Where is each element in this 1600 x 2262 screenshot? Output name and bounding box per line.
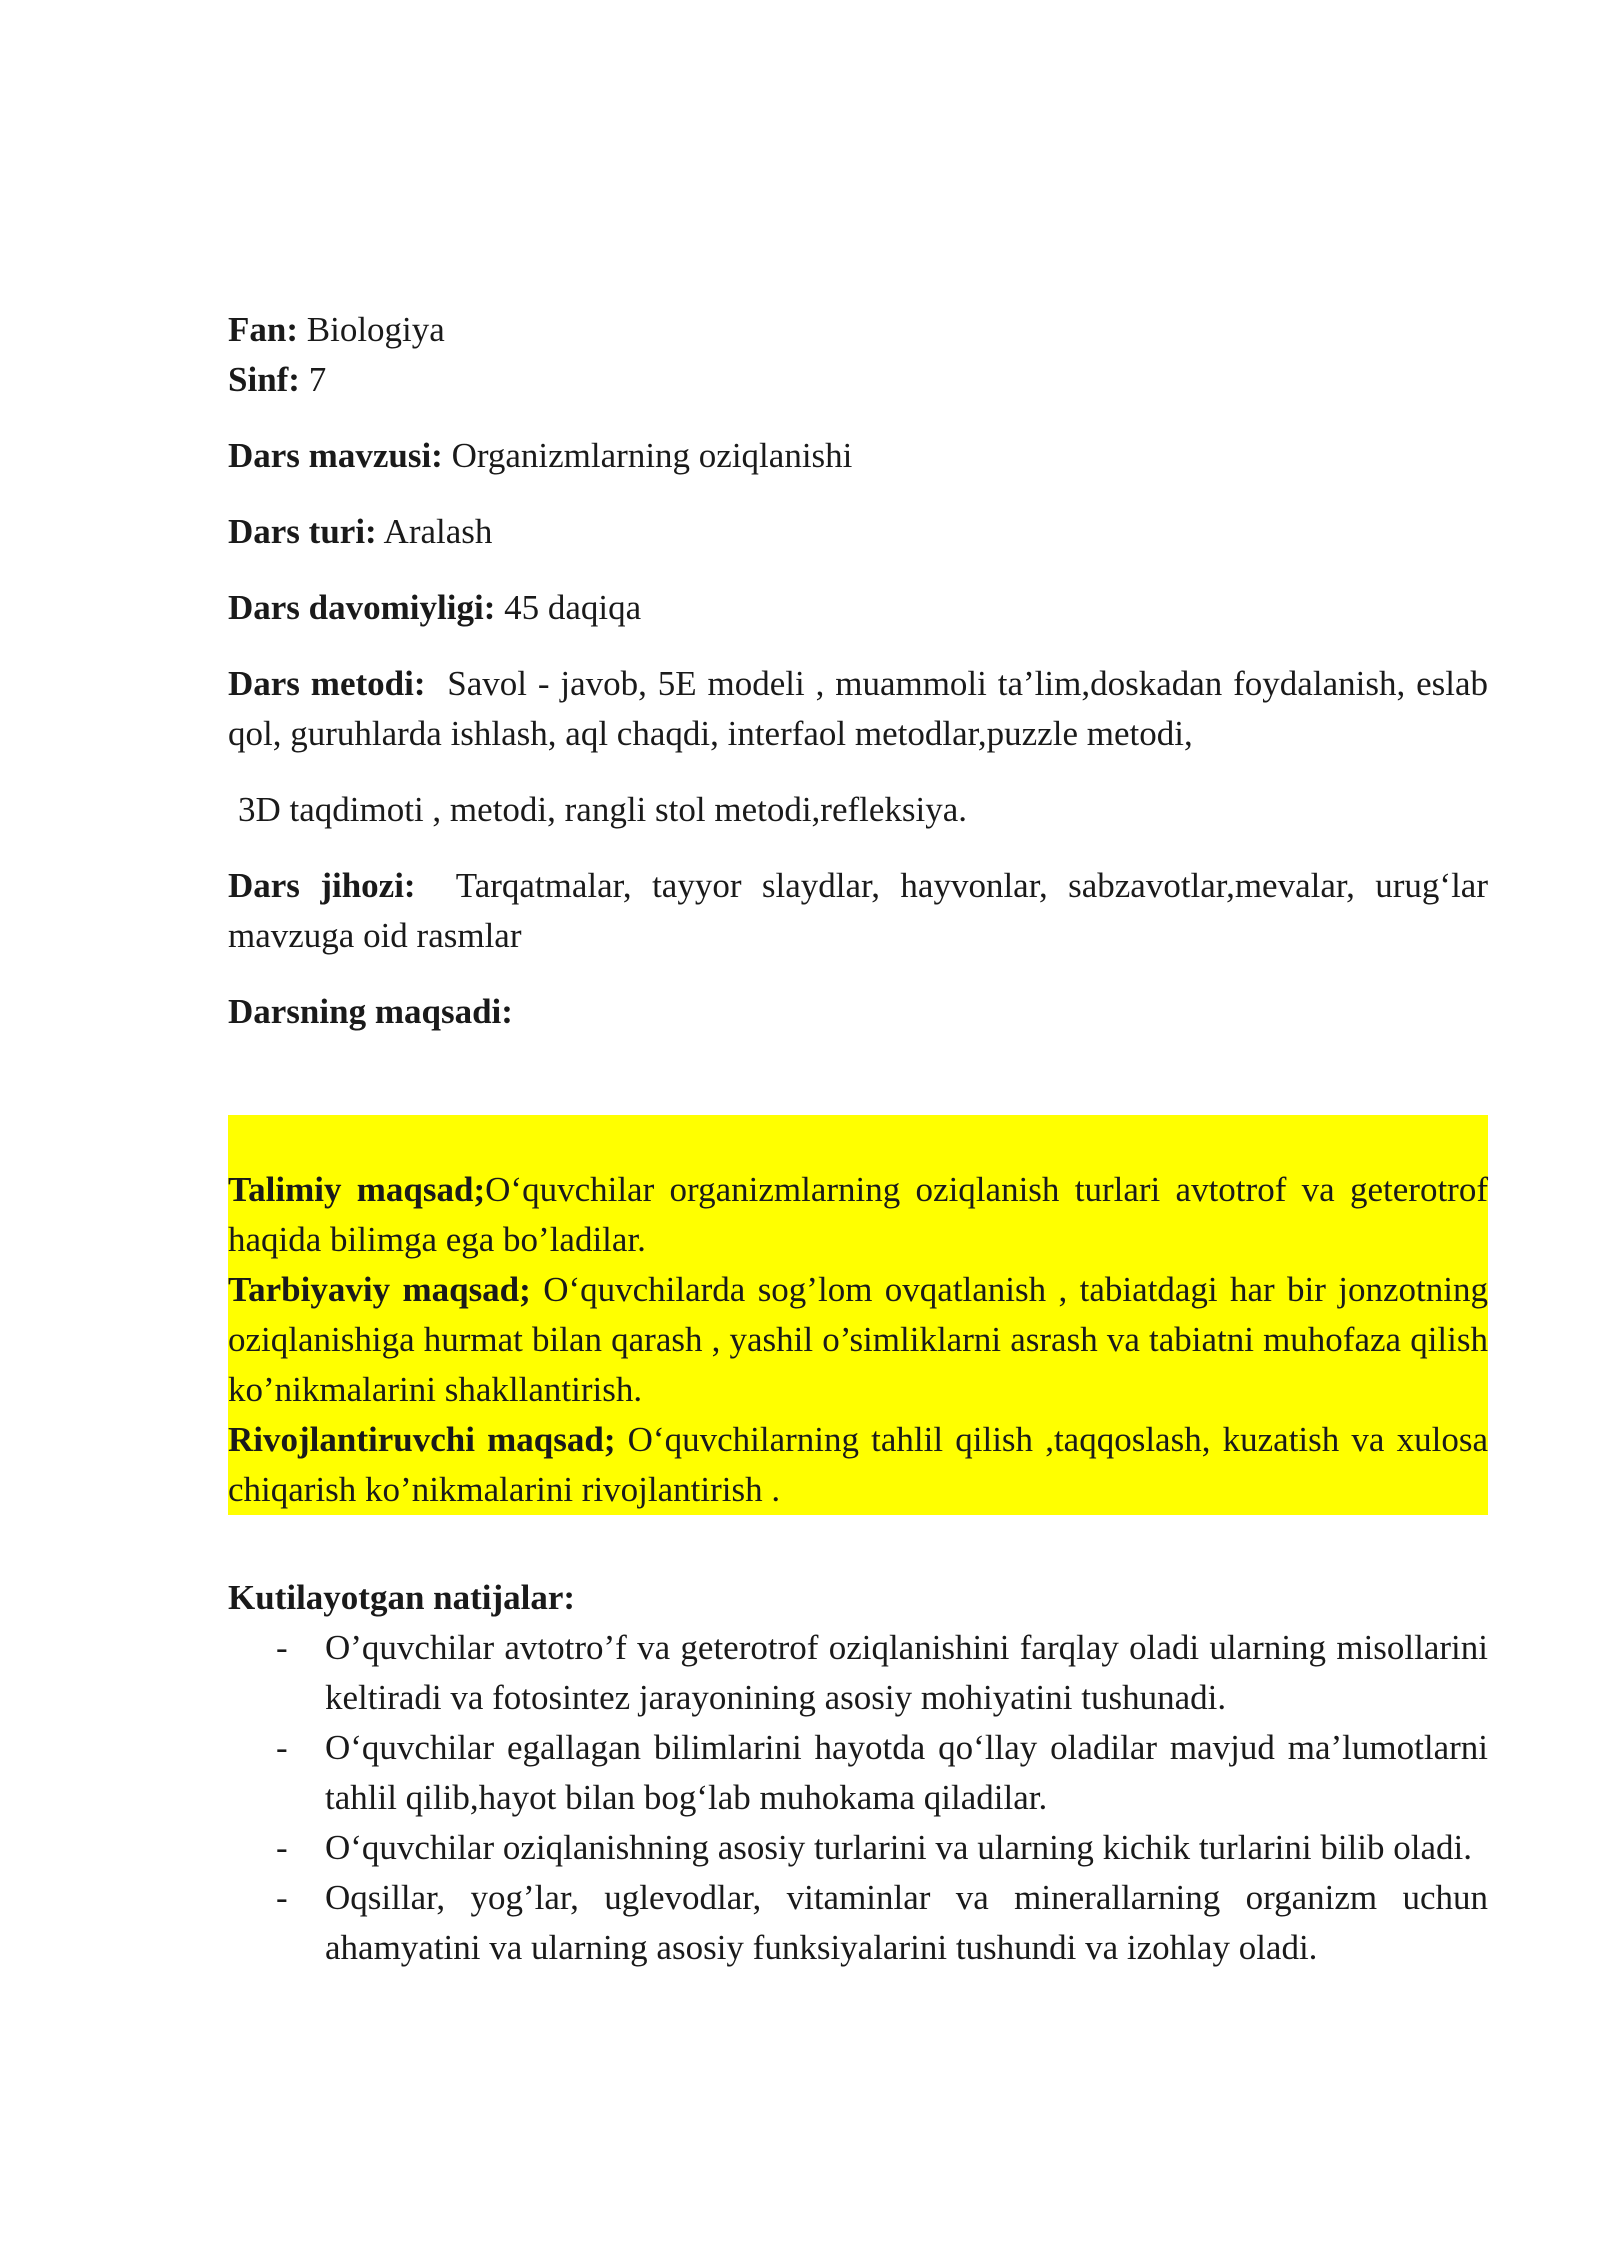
list-item: [228, 1873, 1488, 1973]
dash-bullet: -: [276, 1828, 288, 1867]
result-text: O‘quvchilar oziqlanishning asosiy turlarini va ularning kichik turlarini bilib oladi.: [325, 1828, 1472, 1867]
upbringing-goal-label: Tarbiyaviy maqsad;: [228, 1270, 531, 1309]
grade-label: Sinf:: [228, 360, 300, 399]
lesson-plan-page: [228, 305, 1488, 1973]
list-item: [228, 1723, 1488, 1823]
goals-highlight-block: [228, 1115, 1488, 1515]
dash-bullet: -: [276, 1628, 288, 1667]
list-item: [228, 1823, 1488, 1873]
equipment-label: Dars jihozi:: [228, 866, 416, 905]
dash-bullet: -: [276, 1878, 288, 1917]
type-line: [228, 507, 1488, 557]
duration-line: [228, 583, 1488, 633]
equipment-value: Tarqatmalar, tayyor slaydlar, hayvonlar, sabzavotlar,mevalar, urug‘lar mavzuga oid rasmlar: [228, 866, 1488, 955]
result-text: O‘quvchilar egallagan bilimlarini hayotda qo‘llay oladilar mavjud ma’lumotlarni tahlil qilib,hayot bilan bog‘lab muhokama qiladilar.: [325, 1728, 1488, 1817]
duration-label: Dars davomiyligi:: [228, 588, 496, 627]
topic-value: Organizmlarning oziqlanishi: [451, 436, 853, 475]
result-text: Oqsillar, yog’lar, uglevodlar, vitaminlar va minerallarning organizm uchun ahamyatini va ularning asosiy funksiyalarini tushundi va izohlay oladi.: [325, 1878, 1488, 1967]
subject-value: Biologiya: [306, 310, 445, 349]
results-title: Kutilayotgan natijalar:: [228, 1578, 576, 1617]
grade-value: 7: [308, 360, 327, 399]
developmental-goal: [228, 1415, 1488, 1515]
results-list: [228, 1623, 1488, 1973]
subject-label: Fan:: [228, 310, 298, 349]
upbringing-goal-text: O‘quvchilarda sog’lom ovqatlanish , tabiatdagi har bir jonzotning oziqlanishiga hurmat bilan qarash , yashil o’simliklarni asrash va tabiatni muhofaza qilish ko’nikmalarini shakllantirish.: [228, 1270, 1488, 1409]
method-label: Dars metodi:: [228, 664, 426, 703]
list-item: [228, 1623, 1488, 1723]
developmental-goal-label: Rivojlantiruvchi maqsad;: [228, 1420, 616, 1459]
topic-line: [228, 431, 1488, 481]
topic-label: Dars mavzusi:: [228, 436, 443, 475]
educational-goal-text: O‘quvchilar organizmlarning oziqlanish turlari avtotrof va geterotrof haqida bilimga ega bo’ladilar.: [228, 1170, 1488, 1259]
upbringing-goal: [228, 1265, 1488, 1415]
method-line: [228, 659, 1488, 759]
educational-goal: [228, 1165, 1488, 1265]
educational-goal-label: Talimiy maqsad;: [228, 1170, 486, 1209]
method-continuation: 3D taqdimoti , metodi, rangli stol metodi,refleksiya.: [238, 790, 968, 829]
duration-value: 45 daqiqa: [504, 588, 642, 627]
subject-line: [228, 305, 1488, 355]
method-value: Savol - javob, 5E modeli , muammoli ta’lim,doskadan foydalanish, eslab qol, guruhlarda ishlash, aql chaqdi, interfaol metodlar,puzzle metodi,: [228, 664, 1488, 753]
dash-bullet: -: [276, 1728, 288, 1767]
goals-title: Darsning maqsadi:: [228, 992, 513, 1031]
grade-line: [228, 355, 1488, 405]
result-text: O’quvchilar avtotro’f va geterotrof oziqlanishini farqlay oladi ularning misollarini keltiradi va fotosintez jarayonining asosiy mohiyatini tushunadi.: [325, 1628, 1488, 1717]
developmental-goal-text: O‘quvchilarning tahlil qilish ,taqqoslash, kuzatish va xulosa chiqarish ko’nikmalarini rivojlantirish .: [228, 1420, 1489, 1509]
type-value: Aralash: [383, 512, 493, 551]
type-label: Dars turi:: [228, 512, 377, 551]
equipment-line: [228, 861, 1488, 961]
